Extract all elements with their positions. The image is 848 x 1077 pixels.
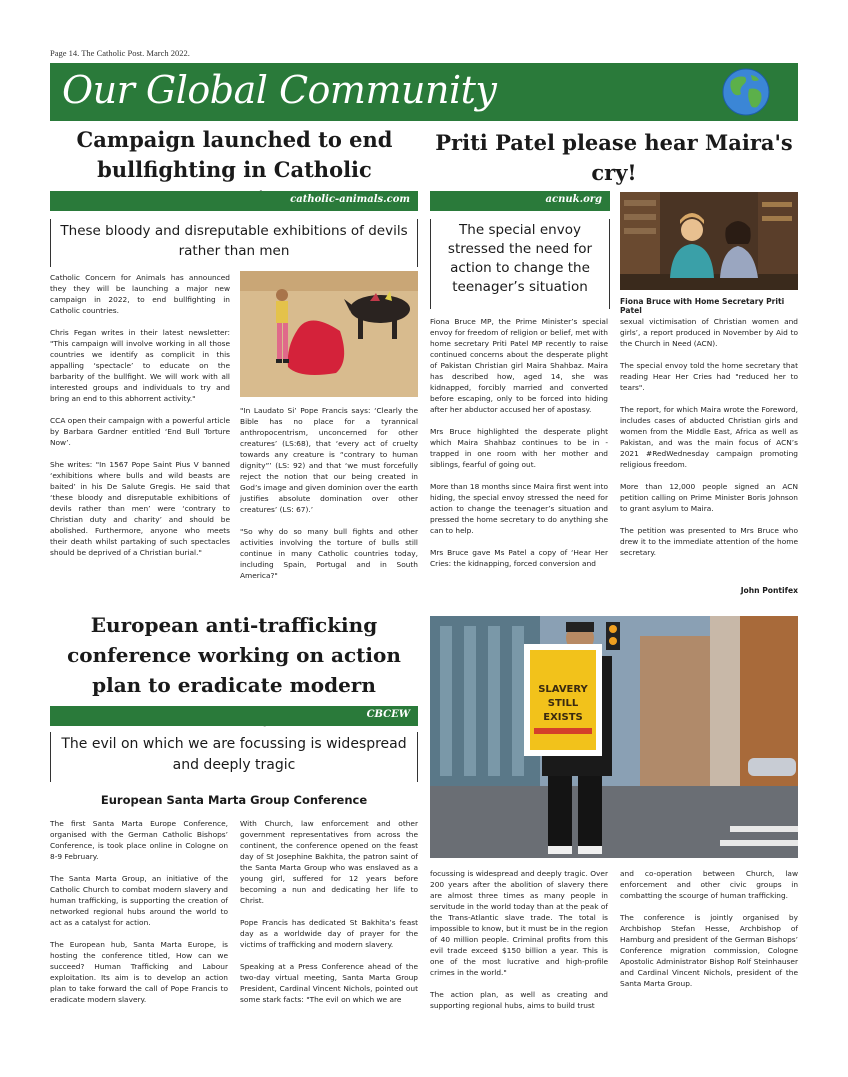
paragraph: Fiona Bruce MP, the Prime Minister’s special envoy for freedom of religion or belief, met with home secretary Priti Patel MP recently to raise continued concerns about the desperate plight of Pakistan Christian girl Maira Shahbaz. Maira has described how, aged 14, she was kidnapped, forcibly married and converted before escaping, only to be forced into hiding after her abductor accused her of apostasy. [430, 317, 608, 414]
paragraph: The conference is jointly organised by Archbishop Stefan Hesse, Archbishop of Hamburg and president of the German Bishops’ Conference migration commission, Cologne Apostolic Administrator Bishop Rolf Steinhauser and Cardinal Vincent Nichols, president of the Santa Marta Group. [620, 913, 798, 988]
bullfighting-pullquote: These bloody and disreputable exhibitions of devils rather than men [50, 219, 418, 267]
paragraph: The special envoy told the home secretary that reading Hear Her Cries had "reduced her to tears". [620, 361, 798, 392]
trafficking-col2 [240, 818, 418, 1016]
paragraph: "So why do so many bull fights and other activities involving the torture of bulls still continue in many Catholic countries today, including Spain, Portugal and in South America?" [240, 527, 418, 580]
paragraph: CCA open their campaign with a powerful article by Barbara Gardner entitled ‘End Bull Torture Now’. [50, 416, 230, 447]
slavery-sign-photo [430, 616, 798, 858]
trafficking-subhead: European Santa Marta Group Conference [100, 793, 368, 807]
trafficking-pullquote: The evil on which we are focussing is widespread and deeply tragic [50, 732, 418, 782]
trafficking-col4 [620, 868, 798, 1000]
trafficking-source-bar [50, 706, 418, 726]
paragraph: Mrs Bruce gave Ms Patel a copy of ‘Hear Her Cries: the kidnapping, forced conversion and [430, 548, 608, 568]
globe-icon [721, 67, 771, 117]
trafficking-source: CBCEW [366, 709, 410, 720]
page-header: Page 14. The Catholic Post. March 2022. [50, 48, 190, 58]
paragraph: The report, for which Maira wrote the Foreword, includes cases of abducted Christian girls and women from the Middle East, Africa as well as Pakistan, and was the main focus of ACN’s 2021 #RedWednesday campaign promoting religious freedom. [620, 405, 798, 469]
maira-byline: John Pontifex [740, 586, 798, 595]
paragraph: She writes: "In 1567 Pope Saint Pius V banned ‘exhibitions where bulls and wild beasts are baited’ in his De Salute Gregis. He said that ‘these bloody and disreputable exhibitions of devils rather than men’ were ‘contrary to Christian duty and charity’ and should be abolished. Furthermore, anyone who meets their death whilst partaking of such spectacles should be deprived of a Christian burial." [50, 460, 230, 557]
maira-source-bar [430, 191, 610, 211]
paragraph: Catholic Concern for Animals has announced they they will be launching a major new campaign in 2022, to end bullfighting in Catholic countries. [50, 273, 230, 315]
bullfighting-source-bar [50, 191, 418, 211]
maira-col1 [430, 316, 608, 580]
maira-col2 [620, 316, 798, 569]
maira-headline: Priti Patel please hear Maira's cry! [435, 130, 793, 185]
paragraph: More than 12,000 people signed an ACN petition calling on Prime Minister Boris Johnson to grant asylum to Maira. [620, 482, 798, 513]
paragraph: and co-operation between Church, law enforcement and other civic groups in combatting the scourge of human trafficking. [620, 869, 798, 900]
paragraph: The European hub, Santa Marta Europe, is hosting the conference titled, How can we succeed? Human Trafficking and Labour exploitation. Its aim is to develop an action plan to take forward the call of Pope Francis to eradicate modern slavery. [50, 940, 228, 1004]
section-banner [50, 63, 798, 121]
paragraph: Speaking at a Press Conference ahead of the two-day virtual meeting, Santa Marta Group President, Cardinal Vincent Nichols, pointed out some stark facts: "The evil on which we are [240, 962, 418, 1004]
bullfighting-headline: Campaign launched to end bullfighting in Catholic [76, 127, 393, 182]
svg-text:EXISTS: EXISTS [543, 712, 583, 723]
svg-text:STILL: STILL [547, 698, 579, 709]
maira-photo-caption: Fiona Bruce with Home Secretary Priti Patel [620, 297, 785, 315]
maira-source: acnuk.org [545, 194, 602, 205]
paragraph: The Santa Marta Group, an initiative of the Catholic Church to combat modern slavery and human trafficking, is supporting the creation of networked regional hubs around the world to act as a catalyst for action. [50, 874, 228, 927]
bullfight-photo [240, 271, 418, 397]
paragraph: The petition was presented to Mrs Bruce who drew it to the immediate attention of the home secretary. [620, 526, 798, 557]
paragraph: Mrs Bruce highlighted the desperate plight which Maira Shahbaz continues to be in - trapped in one room with her mother and siblings, fearful of going out. [430, 427, 608, 469]
paragraph: Pope Francis has dedicated St Bakhita’s feast day as a worldwide day of prayer for the victims of trafficking and modern slavery. [240, 918, 418, 949]
bullfighting-col1 [50, 272, 230, 569]
maira-pullquote: The special envoy stressed the need for action to change the teenager’s situation [430, 219, 610, 309]
trafficking-col1 [50, 818, 228, 1016]
bullfighting-col2 [240, 405, 418, 592]
trafficking-col3 [430, 868, 608, 1022]
paragraph: Chris Fegan writes in their latest newsletter: "This campaign will involve working in all those countries we identify as complicit in this appalling ‘spectacle’ to educate on the barbarity of the bullfight. We will work with all interested groups and individuals to try and bring an end to this abhorrent activity." [50, 328, 230, 403]
paragraph: The first Santa Marta Europe Conference, organised with the German Catholic Bishops’ Conference, is took place online in Cologne on 8-9 February. [50, 819, 228, 861]
section-title: Our Global Community [62, 68, 497, 112]
paragraph: sexual victimisation of Christian women and girls’, a report produced in November by Aid to the Church in Need (ACN). [620, 317, 798, 348]
paragraph: With Church, law enforcement and other government representatives from across the continent, the conference opened on the feast day of St Josephine Bakhita, the patron saint of the Santa Marta Group who was enslaved as a young girl, suffered for 12 years before becoming a nun and dedicating her life to Christ. [240, 819, 418, 905]
paragraph: focussing is widespread and deeply tragic. Over 200 years after the abolition of slavery there are almost three times as many people in servitude in the world today than at the peak of the Trans-Atlantic slave trade. The total is impossible to know, but it must be in the region of 40 million people. Criminal profits from this evil trade exceed $150 billion a year. This is one of the most lucrative and high-profile crimes in the world." [430, 869, 608, 977]
paragraph: More than 18 months since Maira first went into hiding, the special envoy stressed the need for action to change the teenager’s situation and pressed the home secretary to do anything she can to help. [430, 482, 608, 535]
fiona-priti-photo [620, 192, 798, 290]
bullfighting-source: catholic-animals.com [290, 194, 410, 205]
paragraph: "In Laudato Si’ Pope Francis says: ‘Clearly the Bible has no place for a tyrannical anthropocentrism, unconcerned for other creatures’ (LS:68), that ‘every act of cruelty towards any creature is “contrary to human dignity”’ (LS: 92) and that ‘we must forcefully reject the notion that our being created in God’s image and given dominion over the earth justifies absolute domination over other creatures’ (LS: 67).’ [240, 406, 418, 514]
trafficking-headline: European anti-trafficking conference working on action plan to eradicate modern [67, 613, 401, 697]
paragraph: The action plan, as well as creating and supporting regional hubs, aims to build trust [430, 990, 608, 1010]
svg-text:SLAVERY: SLAVERY [538, 684, 588, 695]
